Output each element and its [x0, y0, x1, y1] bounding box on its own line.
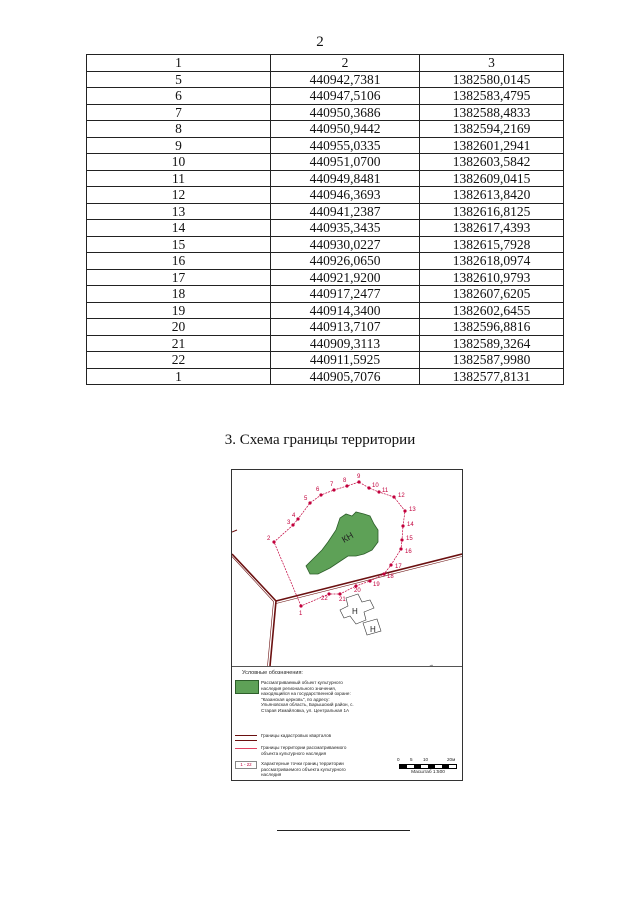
scale-tick: 20м: [447, 757, 456, 762]
table-cell: 12: [87, 187, 271, 204]
scale-caption: Масштаб 1:500: [411, 770, 445, 775]
table-row: [87, 71, 564, 88]
table-cell: 1382577,8131: [420, 368, 564, 385]
boundary-point: [291, 523, 294, 526]
boundary-point-label: 6: [316, 487, 320, 493]
table-cell: 21: [87, 335, 271, 352]
table-cell: 440905,7076: [271, 368, 420, 385]
legend-title: Условные обозначения:: [242, 670, 303, 676]
table-row: [87, 286, 564, 303]
table-row: [87, 269, 564, 286]
table-cell: 440941,2387: [271, 203, 420, 220]
boundary-point: [357, 480, 360, 483]
boundary-point: [399, 547, 402, 550]
table-cell: 1382615,7928: [420, 236, 564, 253]
boundary-point: [401, 524, 404, 527]
table-row: [87, 203, 564, 220]
boundary-point-label: 8: [343, 478, 347, 484]
signature-line: [277, 830, 410, 831]
table-cell: 440917,2477: [271, 286, 420, 303]
table-cell: 1382580,0145: [420, 71, 564, 88]
table-cell: 440926,0650: [271, 253, 420, 270]
boundary-point-label: 17: [395, 564, 402, 570]
object-label: КН: [340, 530, 356, 545]
boundary-point: [308, 501, 311, 504]
boundary-point-label: 15: [406, 536, 413, 542]
boundary-point: [392, 495, 395, 498]
boundary-point-label: 4: [292, 513, 296, 519]
cadastral-boundary-line: [276, 554, 462, 601]
table-cell: 5: [87, 71, 271, 88]
building-label: Н: [370, 625, 376, 634]
scale-tick: 0: [397, 757, 400, 762]
boundary-point-label: 11: [382, 488, 389, 494]
boundary-point-label: 16: [405, 549, 412, 555]
table-row: [87, 335, 564, 352]
table-cell: 1382617,4393: [420, 220, 564, 237]
table-row: [87, 104, 564, 121]
boundary-point: [368, 579, 371, 582]
legend-territory-text: Границы территории рассматриваемого объекта культурного наследия: [261, 745, 347, 756]
boundary-point-label: 1: [299, 611, 303, 617]
territory-line-swatch: [235, 748, 257, 753]
table-cell: 1: [87, 368, 271, 385]
table-row: [87, 368, 564, 385]
table-cell: 1382616,8125: [420, 203, 564, 220]
scale-tick: 10: [423, 757, 429, 762]
table-body: [87, 71, 564, 385]
table-cell: 1382607,6205: [420, 286, 564, 303]
table-cell: 8: [87, 121, 271, 138]
table-cell: 440946,3693: [271, 187, 420, 204]
table-cell: 1382602,6455: [420, 302, 564, 319]
boundary-point: [338, 592, 341, 595]
table-cell: 1382594,2169: [420, 121, 564, 138]
table-cell: 13: [87, 203, 271, 220]
boundary-point: [389, 563, 392, 566]
column-header: 2: [271, 55, 420, 72]
table-cell: 1382596,8816: [420, 319, 564, 336]
boundary-point-label: 18: [387, 574, 394, 580]
scale-graphic: [399, 764, 457, 769]
boundary-point: [319, 493, 322, 496]
boundary-point-label: 10: [372, 483, 379, 489]
table-cell: 1382587,9980: [420, 352, 564, 369]
map-legend: [232, 666, 462, 781]
points-code-box: 1 - 22: [235, 761, 257, 769]
table-cell: 440914,3400: [271, 302, 420, 319]
legend-points-text: Характерные точки границ территории рассматриваемого объекта культурного наследия: [261, 761, 346, 778]
coordinates-table: [86, 54, 564, 385]
cadastral-boundary-line: [232, 530, 237, 532]
boundary-point-label: 21: [339, 597, 346, 603]
table-cell: 440942,7381: [271, 71, 420, 88]
table-cell: 6: [87, 88, 271, 105]
object-swatch: [235, 680, 259, 694]
boundary-point: [327, 592, 330, 595]
table-cell: 10: [87, 154, 271, 171]
table-row: [87, 220, 564, 237]
table-cell: 14: [87, 220, 271, 237]
boundary-point: [272, 540, 275, 543]
table-row: [87, 319, 564, 336]
section-title: 3. Схема границы территории: [224, 432, 416, 448]
table-cell: 16: [87, 253, 271, 270]
table-cell: 1382610,9793: [420, 269, 564, 286]
table-cell: 440950,3686: [271, 104, 420, 121]
table-cell: 18: [87, 286, 271, 303]
table-cell: 440950,9442: [271, 121, 420, 138]
boundary-point: [296, 517, 299, 520]
table-cell: 19: [87, 302, 271, 319]
boundary-point-label: 19: [373, 582, 380, 588]
cadastral-boundary-line: [232, 557, 274, 667]
boundary-point: [377, 490, 380, 493]
table-cell: 440947,5106: [271, 88, 420, 105]
table-cell: 440935,3435: [271, 220, 420, 237]
boundary-point-label: 2: [267, 536, 271, 542]
legend-cadastral-text: Границы кадастровых кварталов: [261, 733, 332, 738]
table-row: [87, 121, 564, 138]
boundary-point: [299, 604, 302, 607]
boundary-point-label: 20: [354, 588, 361, 594]
table-cell: 1382613,8420: [420, 187, 564, 204]
table-row: [87, 170, 564, 187]
table-cell: 440955,0335: [271, 137, 420, 154]
legend-object-text: Рассматриваемый объект культурного наследия регионального значения, находящийся на государственной охране: "Казанская церковь", по адресу: Ульяновская область, Барышский район, с. Старая Измайловка, ул. Центральная 1А: [261, 680, 354, 713]
column-header: 3: [420, 55, 564, 72]
table-cell: 17: [87, 269, 271, 286]
table-row: [87, 236, 564, 253]
table-cell: 1382588,4833: [420, 104, 564, 121]
table-cell: 1382601,2941: [420, 137, 564, 154]
table-cell: 11: [87, 170, 271, 187]
boundary-point-label: 12: [398, 493, 405, 499]
boundary-point-label: 14: [407, 522, 414, 528]
table-cell: 1382583,4795: [420, 88, 564, 105]
table-row: [87, 88, 564, 105]
table-cell: 20: [87, 319, 271, 336]
boundary-point: [403, 509, 406, 512]
boundary-point-label: 22: [321, 596, 328, 602]
scale-ticks: [397, 757, 459, 763]
cadastral-line-swatch: [235, 735, 257, 741]
table-row: [87, 253, 564, 270]
table-cell: 9: [87, 137, 271, 154]
boundary-point: [400, 538, 403, 541]
table-cell: 440951,0700: [271, 154, 420, 171]
boundary-point-label: 13: [409, 507, 416, 513]
table-row: [87, 302, 564, 319]
map-canvas: [232, 470, 462, 666]
table-row: [87, 187, 564, 204]
table-cell: 22: [87, 352, 271, 369]
table-row: [87, 137, 564, 154]
table-cell: 440921,9200: [271, 269, 420, 286]
table-cell: 440930,0227: [271, 236, 420, 253]
table-row: [87, 352, 564, 369]
table-cell: 1382603,5842: [420, 154, 564, 171]
table-cell: 440913,7107: [271, 319, 420, 336]
cadastral-boundary-line: [232, 554, 276, 666]
table-cell: 1382618,0974: [420, 253, 564, 270]
table-row: [87, 154, 564, 171]
scale-bar: [397, 757, 459, 779]
table-cell: 1382609,0415: [420, 170, 564, 187]
table-cell: 7: [87, 104, 271, 121]
boundary-point: [345, 484, 348, 487]
boundary-point-label: 9: [357, 474, 361, 480]
territory-boundary-map: [231, 469, 463, 781]
table-header-row: [87, 55, 564, 72]
table-cell: 440909,3113: [271, 335, 420, 352]
building-label: Н: [352, 607, 358, 616]
boundary-point: [332, 488, 335, 491]
table-cell: 1382589,3264: [420, 335, 564, 352]
cultural-object-shape: [306, 512, 378, 574]
column-header: 1: [87, 55, 271, 72]
boundary-point: [367, 486, 370, 489]
boundary-point-label: 3: [287, 520, 291, 526]
boundary-point: [382, 572, 385, 575]
boundary-point-label: 7: [330, 482, 334, 488]
page-number: 2: [316, 34, 324, 50]
scale-tick: 5: [410, 757, 413, 762]
table-cell: 440911,5925: [271, 352, 420, 369]
table-cell: 15: [87, 236, 271, 253]
table-cell: 440949,8481: [271, 170, 420, 187]
boundary-point-label: 5: [304, 496, 308, 502]
